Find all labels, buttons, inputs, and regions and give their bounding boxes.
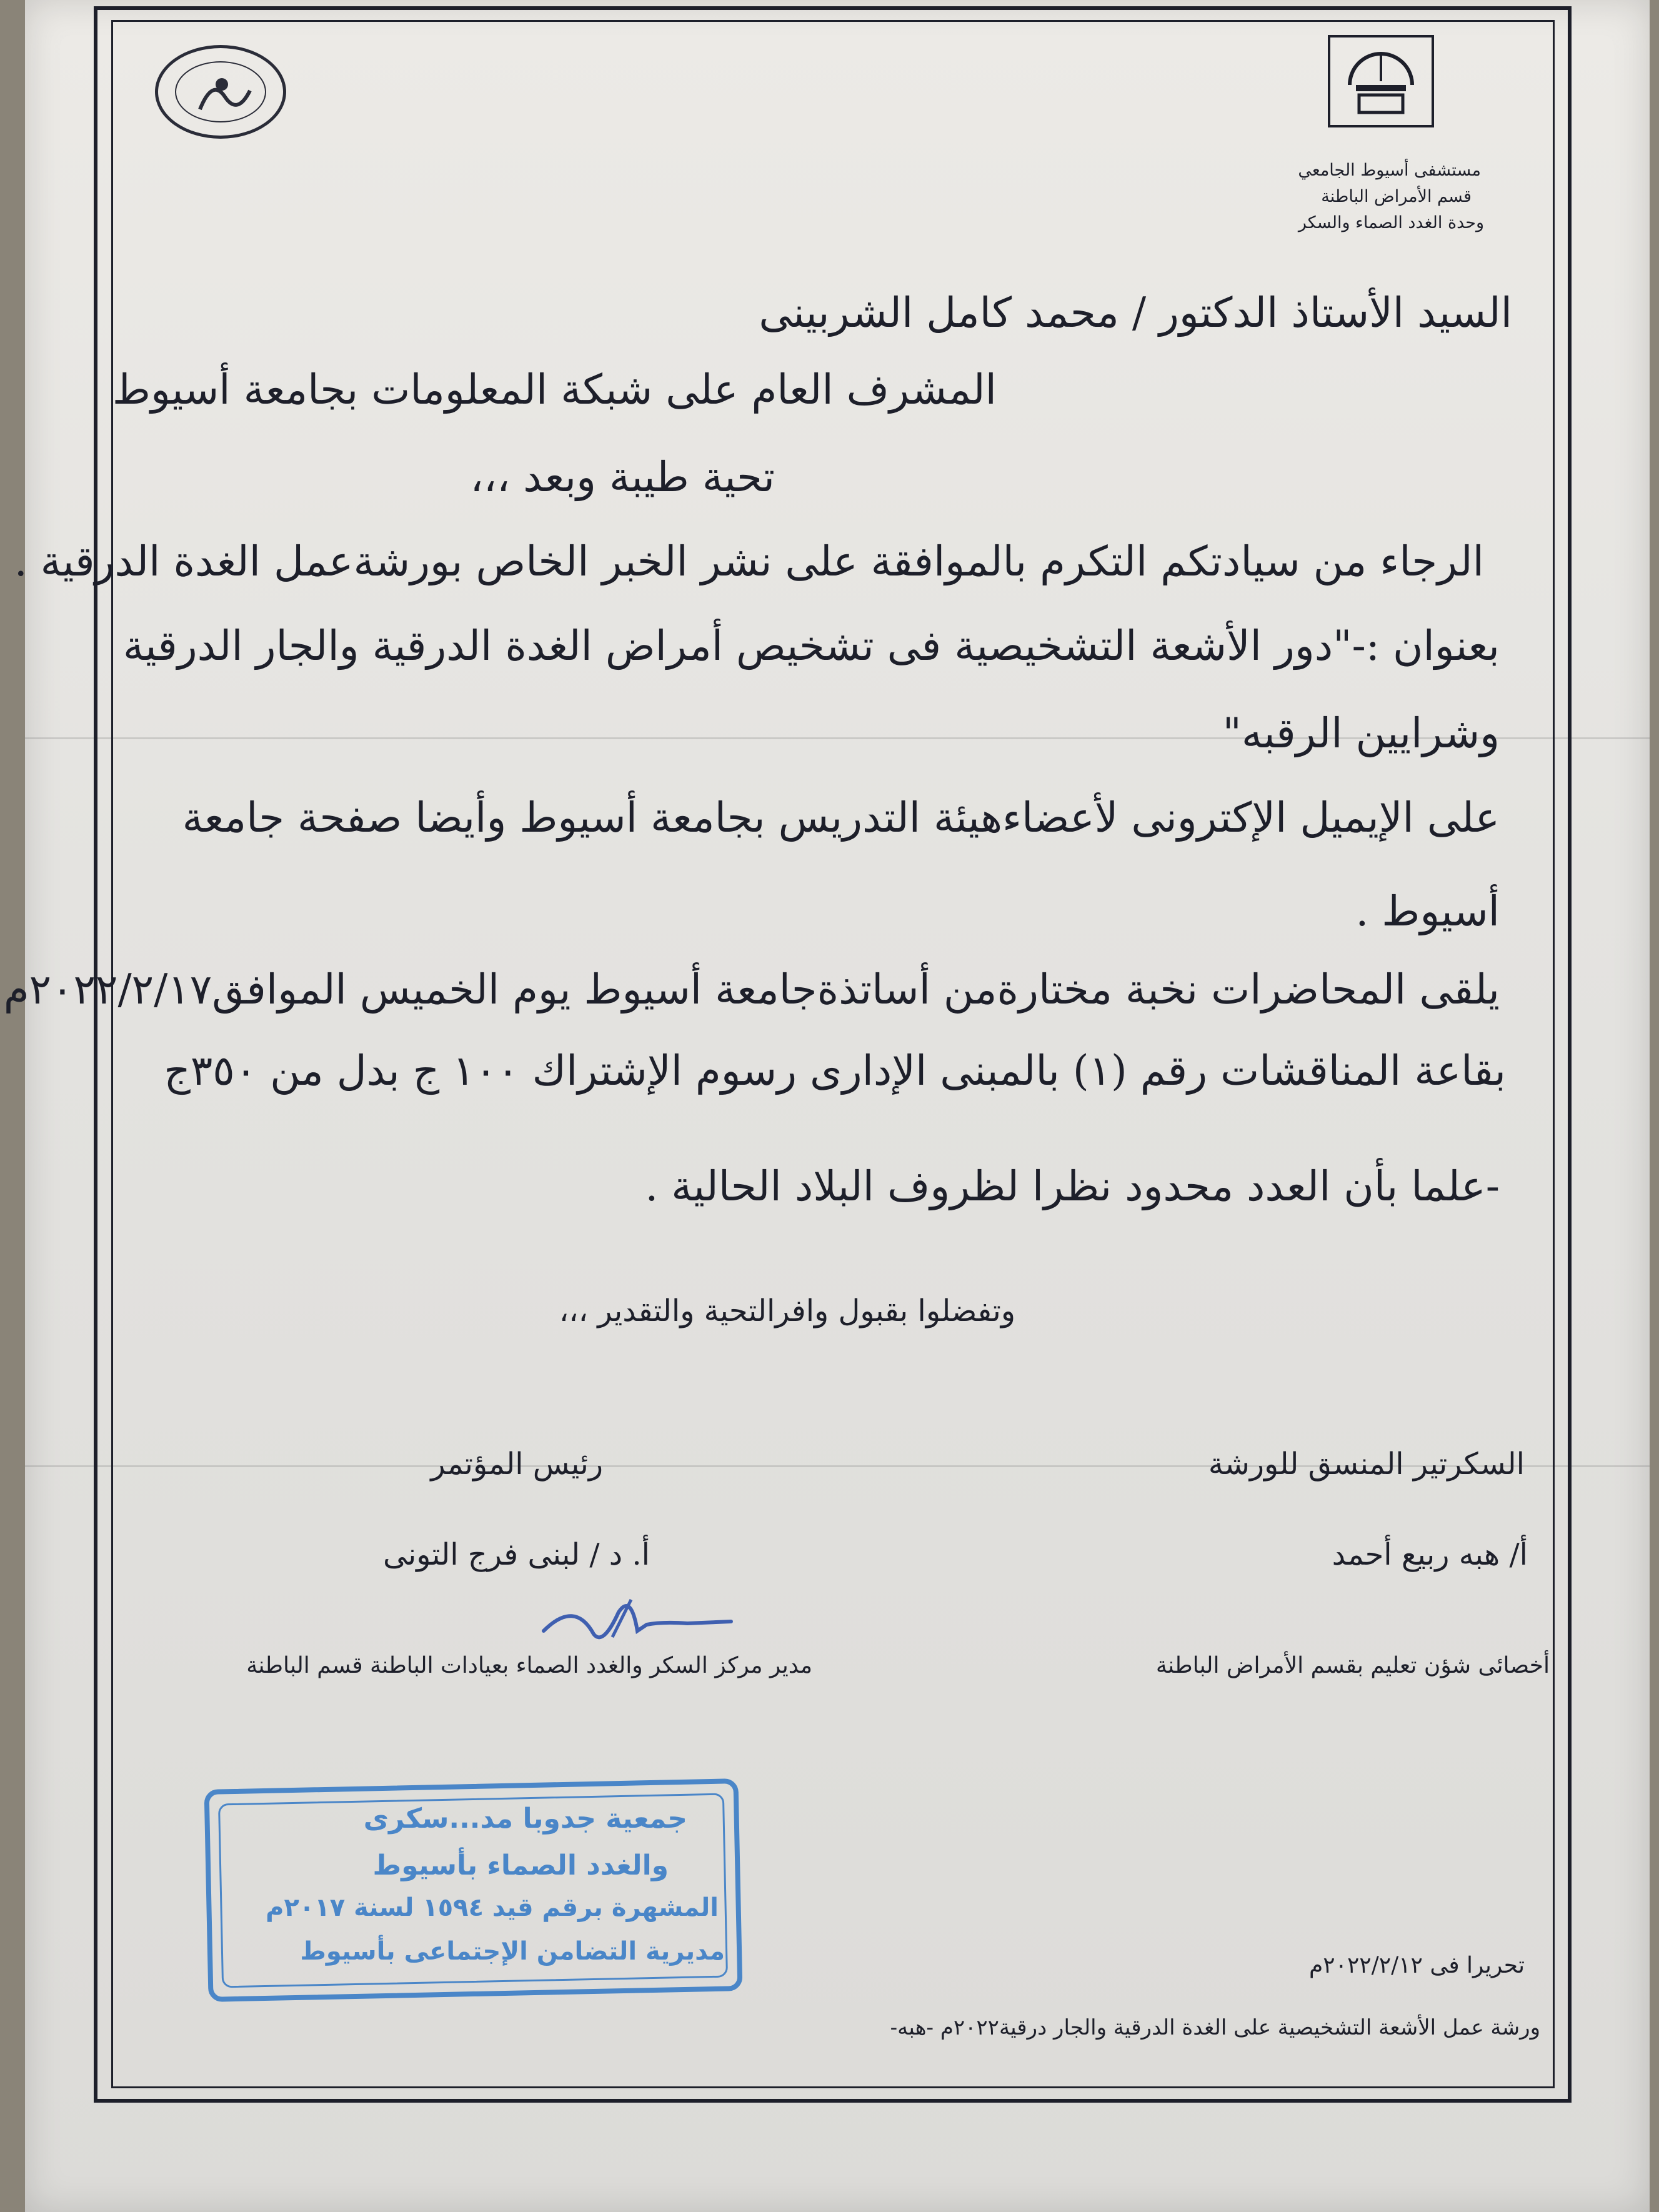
body-line-5: أسيوط . xyxy=(1355,887,1500,935)
stamp-line-2: والغدد الصماء بأسيوط xyxy=(372,1850,669,1881)
body-line-4: على الإيميل الإكترونى لأعضاءهيئة التدريس بجامعة أسيوط وأيضا صفحة جامعة xyxy=(182,794,1500,842)
chairman-role: رئيس المؤتمر xyxy=(431,1447,603,1482)
secretary-role: السكرتير المنسق للورشة xyxy=(1208,1447,1525,1482)
department-name: قسم الأمراض الباطنة xyxy=(1321,187,1472,206)
body-line-1: الرجاء من سيادتكم التكرم بالموافقة على نشر الخبر الخاص بورشةعمل الغدة الدرقية . xyxy=(14,537,1484,585)
body-line-3: وشرايين الرقبه" xyxy=(1222,709,1500,757)
body-line-7: بقاعة المناقشات رقم (١) بالمبنى الإدارى رسوم الإشتراك ١٠٠ ج بدل من ٣٥٠ج xyxy=(164,1047,1506,1095)
addressee-position: المشرف العام على شبكة المعلومات بجامعة أسيوط xyxy=(112,366,997,414)
secretary-title: أخصائى شؤن تعليم بقسم الأمراض الباطنة xyxy=(1155,1653,1550,1678)
university-logo-emblem-icon xyxy=(1337,41,1425,121)
stamp-line-3: المشهرة برقم قيد ١٥٩٤ لسنة ٢٠١٧م xyxy=(266,1893,719,1922)
addressee-title: السيد الأستاذ الدكتور / محمد كامل الشربينى xyxy=(759,289,1512,337)
body-line-8: -علما بأن العدد محدود نظرا لظروف البلاد الحالية . xyxy=(645,1162,1500,1210)
chairman-title: مدير مركز السكر والغدد الصماء بعيادات الباطنة قسم الباطنة xyxy=(246,1653,812,1678)
footer-note: ورشة عمل الأشعة التشخيصية على الغدة الدرقية والجار درقية٢٠٢٢م -هبه- xyxy=(890,2015,1540,2040)
issue-date: تحريرا فى ٢٠٢٢/٢/١٢م xyxy=(1308,1953,1525,1978)
secretary-name: أ/ هبه ربيع أحمد xyxy=(1332,1537,1528,1572)
body-line-6: يلقى المحاضرات نخبة مختارةمن أساتذةجامعة أسيوط يوم الخميس الموافق٢٠٢٢/٢/١٧م xyxy=(3,965,1500,1014)
unit-name: وحدة الغدد الصماء والسكر xyxy=(1298,213,1484,232)
stamp-line-4: مديرية التضامن الإجتماعى بأسيوط xyxy=(300,1937,725,1966)
stamp-line-1: جمعية جدوبا مد...سكرى xyxy=(363,1803,687,1835)
seal-emblem-icon xyxy=(187,66,256,122)
body-line-2: بعنوان :-"دور الأشعة التشخيصية فى تشخيص أمراض الغدة الدرقية والجار الدرقية xyxy=(122,622,1500,670)
handwritten-signature-icon xyxy=(537,1587,737,1662)
hospital-name: مستشفى أسيوط الجامعي xyxy=(1298,161,1481,180)
closing-line: وتفضلوا بقبول وافرالتحية والتقدير ،،، xyxy=(559,1293,1015,1328)
chairman-name: أ. د / لبنى فرج التونى xyxy=(382,1537,650,1572)
greeting: تحية طيبة وبعد ،،، xyxy=(470,453,775,501)
